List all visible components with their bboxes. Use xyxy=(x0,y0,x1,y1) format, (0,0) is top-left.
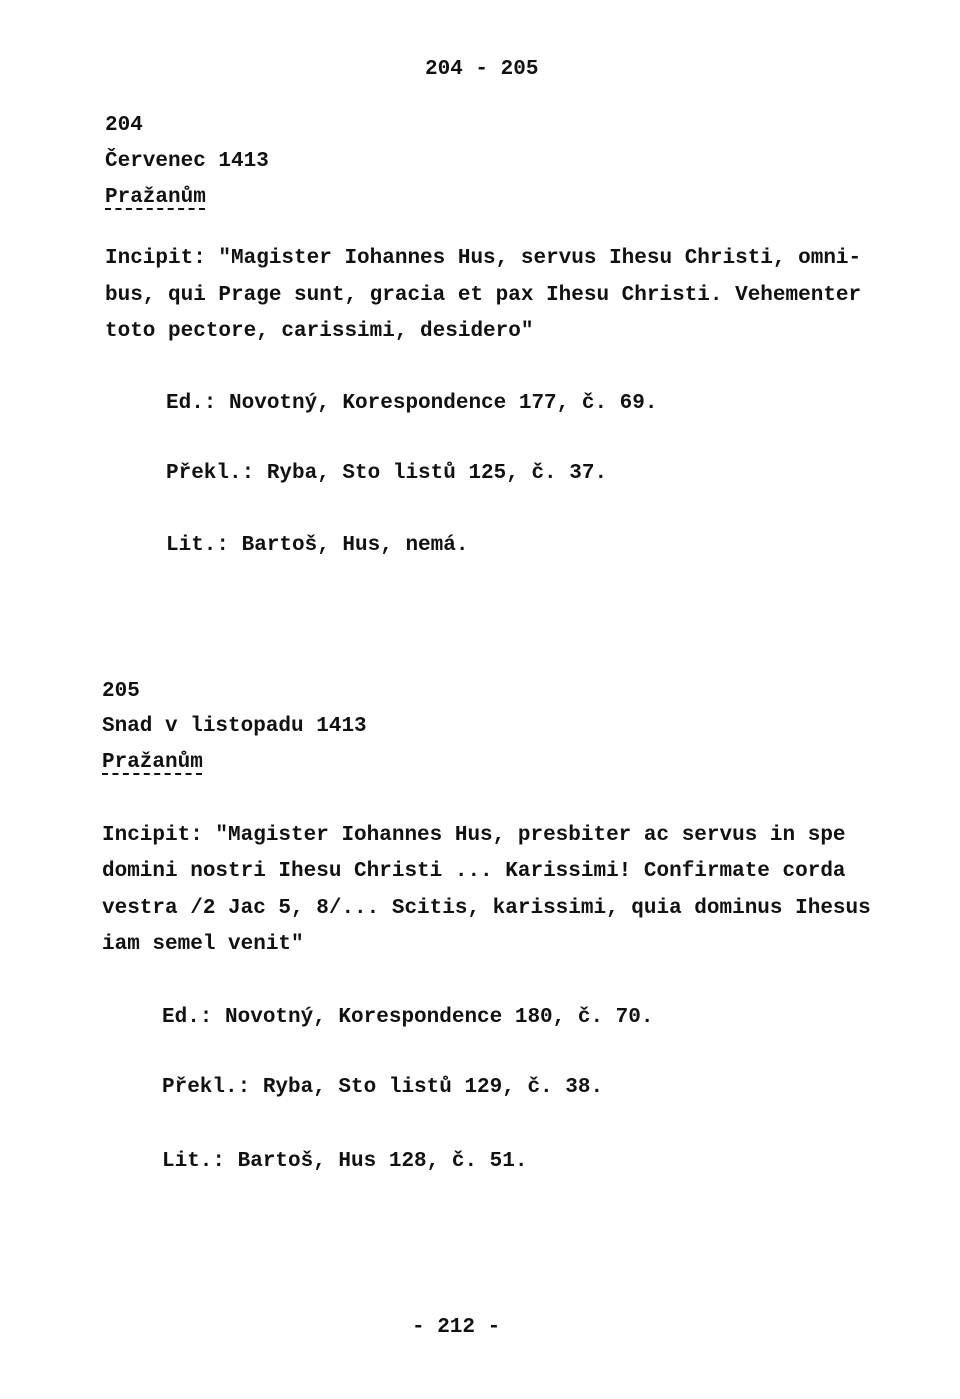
entry-addressee: Pražanům xyxy=(102,751,203,774)
literature-ref: Lit.: Bartoš, Hus 128, č. 51. xyxy=(162,1150,528,1173)
incipit-line: iam semel venit" xyxy=(102,933,304,956)
literature-ref: Lit.: Bartoš, Hus, nemá. xyxy=(166,534,469,557)
edition-ref: Ed.: Novotný, Korespondence 180, č. 70. xyxy=(162,1006,654,1029)
incipit-line: bus, qui Prage sunt, gracia et pax Ihesu Christi. Vehementer xyxy=(105,284,862,307)
entry-number: 204 xyxy=(105,114,143,137)
page-header: 204 - 205 xyxy=(425,58,539,81)
entry-number: 205 xyxy=(102,680,140,703)
incipit-line: toto pectore, carissimi, desidero" xyxy=(105,320,534,343)
incipit-line: domini nostri Ihesu Christi ... Karissimi! Confirmate corda xyxy=(102,860,846,883)
incipit-line: vestra /2 Jac 5, 8/... Scitis, karissimi, quia dominus Ihesus xyxy=(102,897,871,920)
incipit-line: Incipit: "Magister Iohannes Hus, presbiter ac servus in spe xyxy=(102,824,846,847)
translation-ref: Překl.: Ryba, Sto listů 129, č. 38. xyxy=(162,1076,604,1099)
entry-addressee: Pražanům xyxy=(105,186,206,209)
entry-date: Červenec 1413 xyxy=(105,150,269,173)
entry-date: Snad v listopadu 1413 xyxy=(102,715,367,738)
page-number: - 212 - xyxy=(412,1316,501,1339)
incipit-line: Incipit: "Magister Iohannes Hus, servus Ihesu Christi, omni- xyxy=(105,247,862,270)
edition-ref: Ed.: Novotný, Korespondence 177, č. 69. xyxy=(166,392,658,415)
translation-ref: Překl.: Ryba, Sto listů 125, č. 37. xyxy=(166,462,608,485)
